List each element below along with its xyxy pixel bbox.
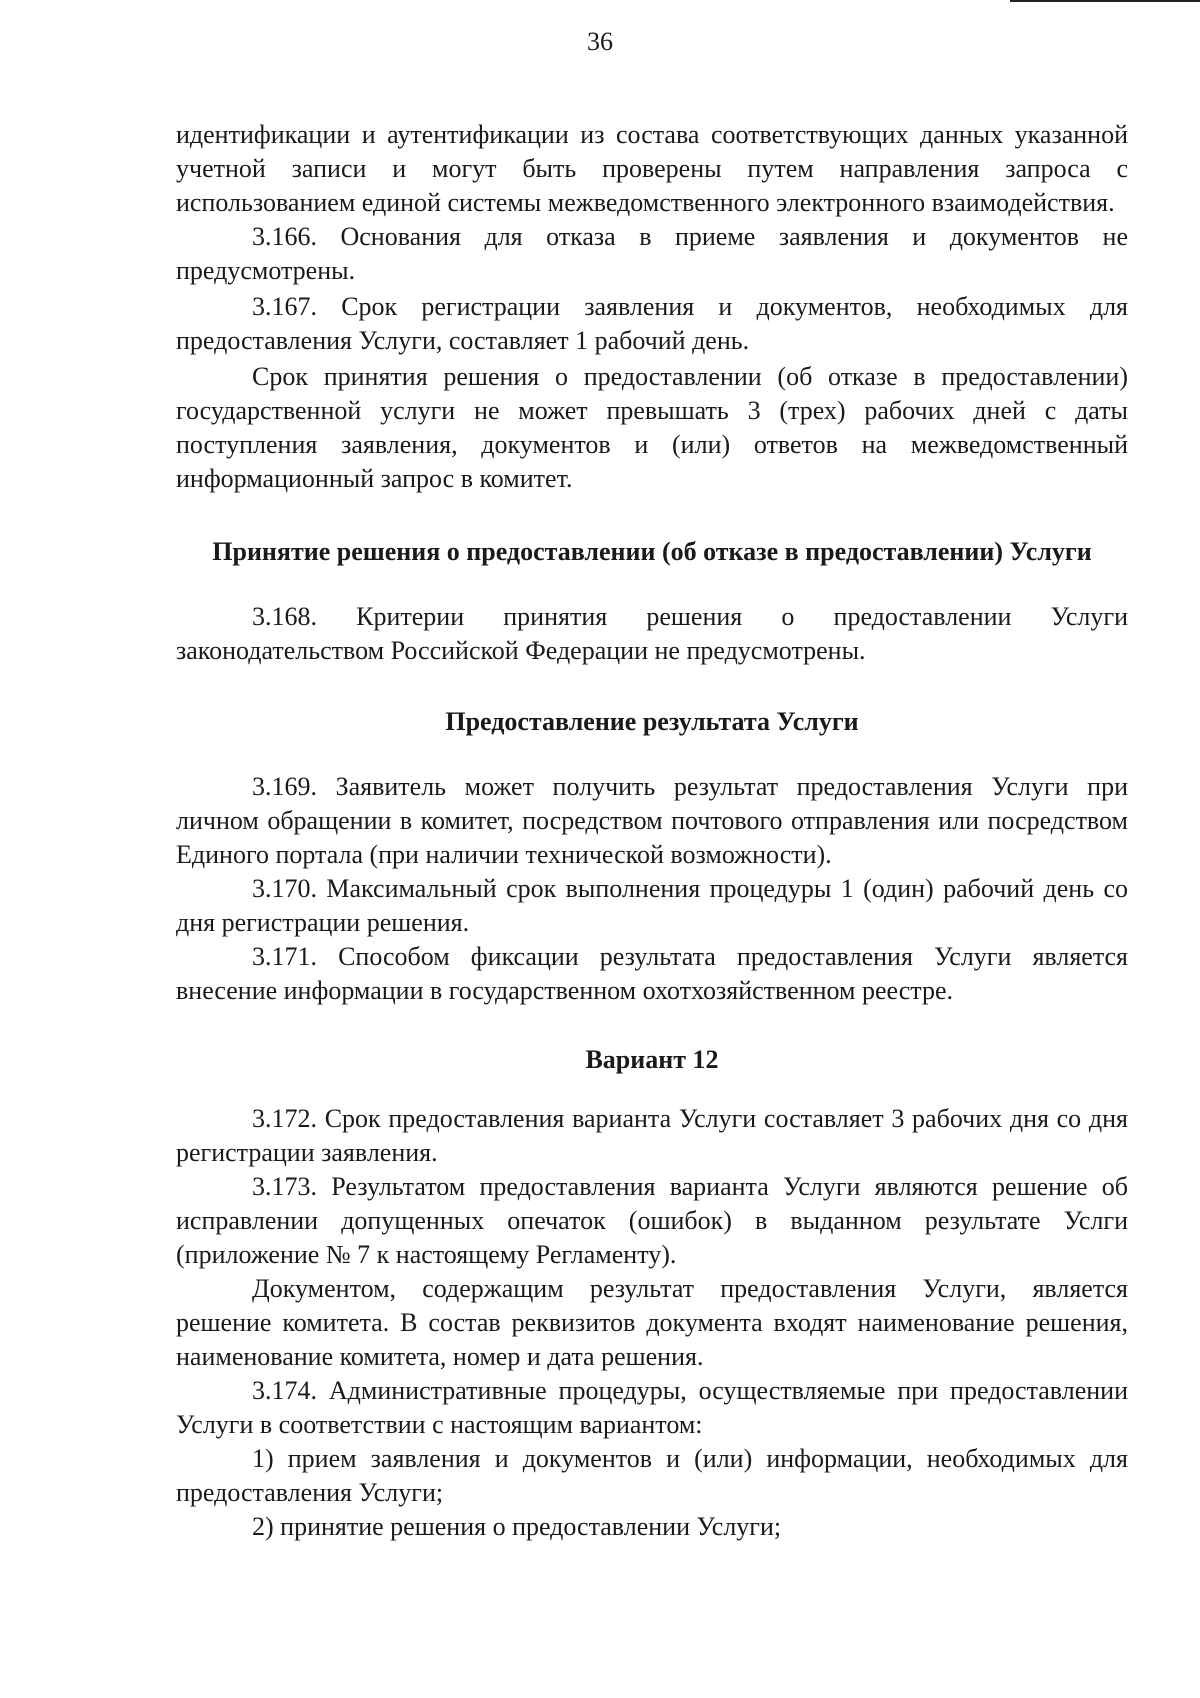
paragraph: идентификации и аутентификации из состава соответствующих данных указанной учетной записи и могут быть проверены путем направления запроса с использованием единой системы межведомственного электронного взаимодействия. <box>176 120 1128 217</box>
paragraph: 3.173. Результатом предоставления варианта Услуги являются решение об исправлении допущенных опечаток (ошибок) в выданном результате Услги (приложение № 7 к настоящему Регламенту). <box>176 1172 1128 1269</box>
paragraph: 3.172. Срок предоставления варианта Услуги составляет 3 рабочих дня со дня регистрации заявления. <box>176 1104 1128 1167</box>
section-heading: Предоставление результата Услуги <box>445 707 859 736</box>
paragraph: Документом, содержащим результат предоставления Услуги, является решение комитета. В состав реквизитов документа входят наименование решения, наименование комитета, номер и дата решения. <box>176 1274 1128 1371</box>
paragraph: 3.166. Основания для отказа в приеме заявления и документов не предусмотрены. <box>176 222 1128 285</box>
paragraph: Срок принятия решения о предоставлении (об отказе в предоставлении) государственной услуги не может превышать 3 (трех) рабочих дней с даты поступления заявления, документов и (или) ответов на межведомственный информационный запрос в комитет. <box>176 362 1128 493</box>
paragraph: 3.174. Административные процедуры, осуществляемые при предоставлении Услуги в соответствии с настоящим вариантом: <box>176 1376 1128 1439</box>
list-item: 1) прием заявления и документов и (или) информации, необходимых для предоставления Услуги; <box>176 1444 1128 1507</box>
paragraph: 3.171. Способом фиксации результата предоставления Услуги является внесение информации в государственном охотхозяйственном реестре. <box>176 942 1128 1005</box>
paragraph: 3.168. Критерии принятия решения о предоставлении Услуги законодательством Российской Федерации не предусмотрены. <box>176 602 1128 665</box>
paragraph: 3.170. Максимальный срок выполнения процедуры 1 (один) рабочий день со дня регистрации решения. <box>176 874 1128 937</box>
page-number: 36 <box>587 27 613 56</box>
top-rule <box>1010 0 1200 2</box>
list-item: 2) принятие решения о предоставлении Услуги; <box>252 1512 782 1541</box>
document-body <box>176 118 1128 1544</box>
section-heading: Принятие решения о предоставлении (об отказе в предоставлении) Услуги <box>212 537 1092 566</box>
paragraph: 3.169. Заявитель может получить результат предоставления Услуги при личном обращении в комитет, посредством почтового отправления или посредством Единого портала (при наличии технической возможности). <box>176 772 1128 869</box>
section-heading: Вариант 12 <box>585 1045 719 1074</box>
paragraph: 3.167. Срок регистрации заявления и документов, необходимых для предоставления Услуги, составляет 1 рабочий день. <box>176 292 1128 355</box>
